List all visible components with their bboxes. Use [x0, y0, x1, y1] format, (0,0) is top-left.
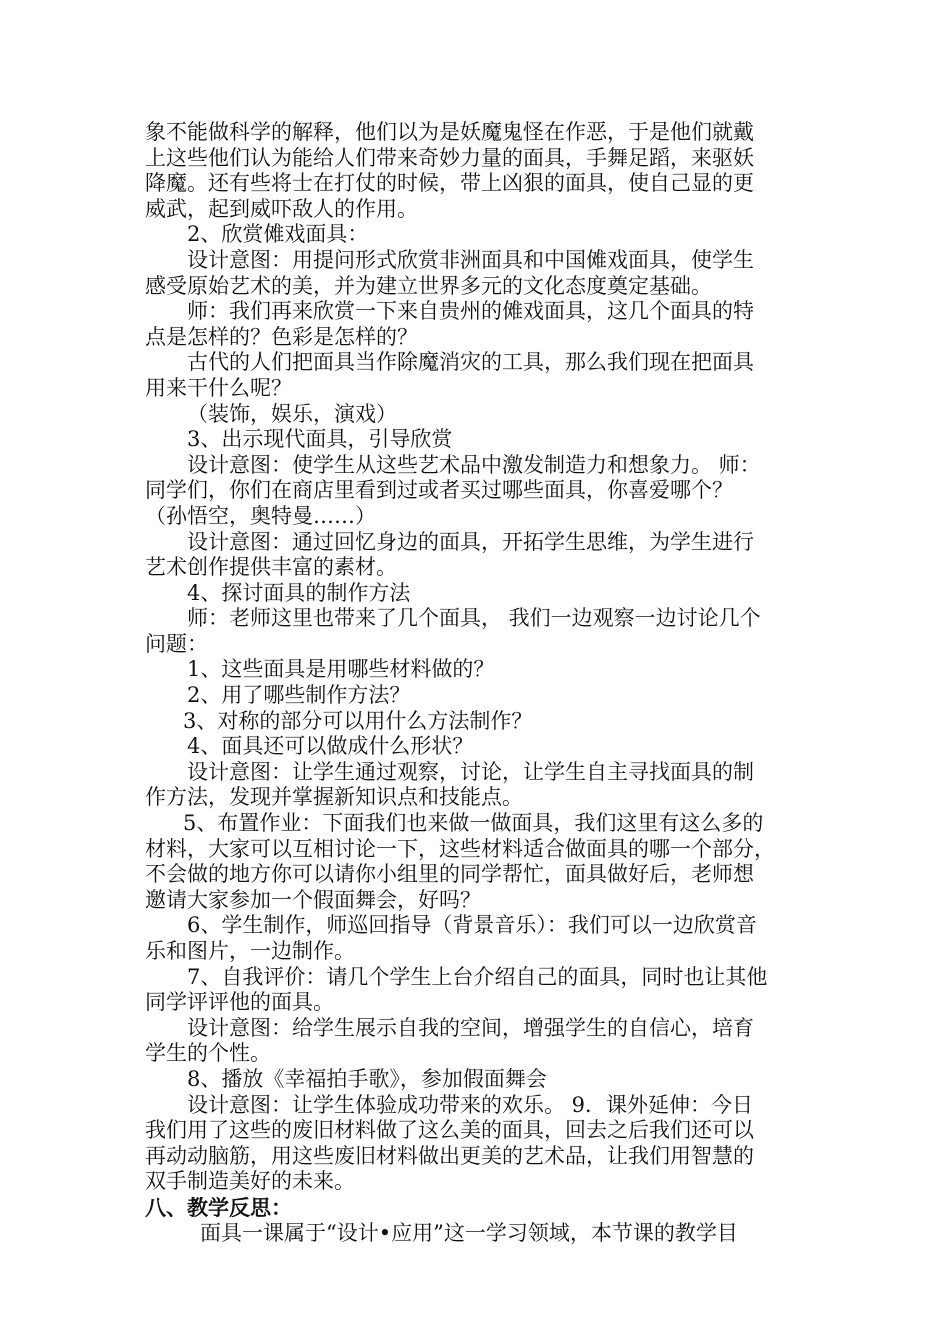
- text-line: 再动动脑筋，用这些废旧材料做出更美的艺术品，让我们用智慧的: [145, 1143, 754, 1168]
- text-line: 双手制造美好的未来。: [145, 1169, 355, 1194]
- text-line: 师：我们再来欣赏一下来自贵州的傩戏面具，这几个面具的特: [187, 299, 754, 324]
- text-line: 问题：: [145, 631, 208, 656]
- text-line: 同学们，你们在商店里看到过或者买过哪些面具，你喜爱哪个？: [145, 478, 733, 503]
- text-line: 4、面具还可以做成什么形状？: [187, 734, 474, 759]
- text-line: 3、出示现代面具，引导欣赏: [187, 427, 453, 452]
- text-line: 古代的人们把面具当作除魔消灾的工具，那么我们现在把面具: [187, 350, 754, 375]
- text-line: 4、探讨面具的制作方法: [187, 580, 411, 605]
- text-line: 材料，大家可以互相讨论一下，这些材料适合做面具的哪一个部分，: [145, 836, 775, 861]
- text-line: 邀请大家参加一个假面舞会，好吗？: [145, 887, 481, 912]
- text-line: 7、自我评价：请几个学生上台介绍自己的面具，同时也让其他: [187, 964, 768, 989]
- text-line: 同学评评他的面具。: [145, 990, 334, 1015]
- text-line: 不会做的地方你可以请你小组里的同学帮忙，面具做好后，老师想: [145, 862, 754, 887]
- text-line: 8、播放《幸福拍手歌》，参加假面舞会: [187, 1066, 547, 1091]
- text-line: 设计意图：使学生从这些艺术品中激发制造力和想象力。 师：: [187, 452, 761, 477]
- text-line: 师：老师这里也带来了几个面具， 我们一边观察一边讨论几个: [187, 606, 761, 631]
- text-line: 乐和图片，一边制作。: [145, 939, 355, 963]
- text-line: 上这些他们认为能给人们带来奇妙力量的面具，手舞足蹈，来驱妖: [145, 145, 754, 170]
- text-line: 2、用了哪些制作方法？: [187, 683, 411, 708]
- document-page: [145, 120, 817, 1246]
- text-line: 我们用了这些的废旧材料做了这么美的面具，回去之后我们还可以: [145, 1118, 754, 1143]
- text-line: 5、布置作业：下面我们也来做一做面具，我们这里有这么多的: [183, 811, 764, 836]
- text-line: 学生的个性。: [145, 1041, 271, 1066]
- text-line: （装饰，娱乐，演戏）: [187, 401, 397, 426]
- text-line: 降魔。还有些将士在打仗的时候，带上凶狠的面具，使自己显的更: [145, 171, 754, 196]
- text-line: 感受原始艺术的美，并为建立世界多元的文化态度奠定基础。: [145, 273, 712, 298]
- text-line: 1、这些面具是用哪些材料做的？: [187, 657, 495, 682]
- text-line: 点是怎样的？色彩是怎样的？: [145, 324, 418, 349]
- text-line: 设计意图：让学生通过观察，讨论，让学生自主寻找面具的制: [187, 759, 754, 784]
- text-line: 面具一课属于“设计•应用”这一学习领域，本节课的教学目: [200, 1220, 738, 1245]
- text-line: 设计意图：通过回忆身边的面具，开拓学生思维，为学生进行: [187, 529, 754, 554]
- text-line: 设计意图：让学生体验成功带来的欢乐。 9．课外延伸：今日: [187, 1092, 754, 1117]
- text-line: 艺术创作提供丰富的素材。: [145, 555, 397, 580]
- text-line: 象不能做科学的解释，他们以为是妖魔鬼怪在作恶，于是他们就戴: [145, 120, 754, 144]
- text-line: 6、学生制作，师巡回指导（背景音乐）：我们可以一边欣赏音: [187, 913, 757, 938]
- section-heading: 八、教学反思：: [145, 1194, 292, 1220]
- text-line: 威武，起到威吓敌人的作用。: [145, 196, 418, 221]
- text-line: 设计意图：给学生展示自我的空间，增强学生的自信心，培育: [187, 1015, 754, 1040]
- text-line: 3、对称的部分可以用什么方法制作？: [183, 708, 533, 733]
- text-line: 作方法，发现并掌握新知识点和技能点。: [145, 785, 523, 810]
- text-line: 用来干什么呢？: [145, 375, 292, 400]
- text-line: 设计意图：用提问形式欣赏非洲面具和中国傩戏面具，使学生: [187, 247, 754, 272]
- text-line: （孙悟空，奥特曼……）: [145, 503, 376, 528]
- text-line: 2、欣赏傩戏面具：: [187, 222, 369, 247]
